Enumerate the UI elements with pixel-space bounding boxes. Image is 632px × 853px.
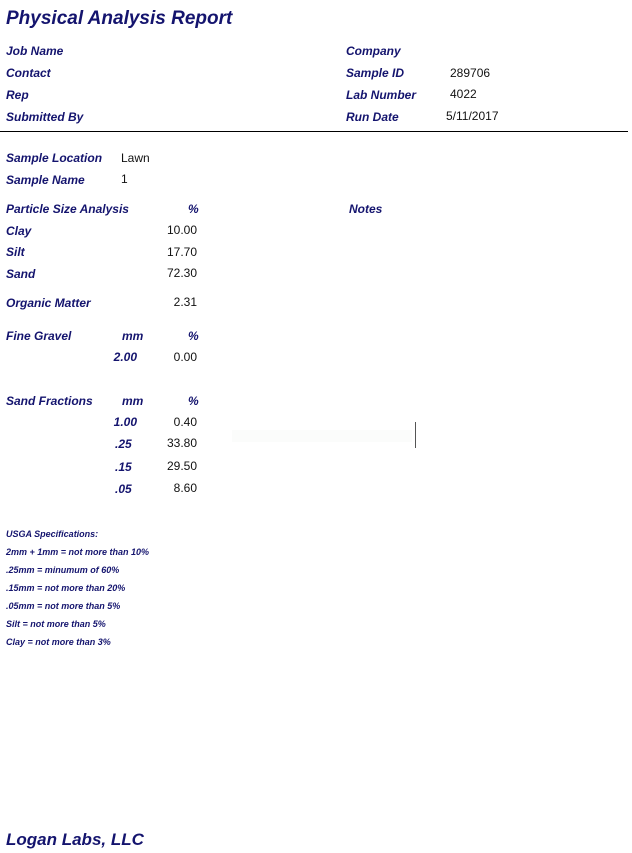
notes-area-shade	[232, 430, 412, 442]
organic-matter-value: 2.31	[173, 295, 197, 309]
lab-number-value: 4022	[450, 87, 477, 101]
fine-gravel-label: Fine Gravel	[6, 329, 72, 343]
sand-fractions-mm-header: mm	[122, 394, 144, 408]
submitted-by-label: Submitted By	[6, 110, 84, 124]
sand-fraction-pct-2: 33.80	[166, 436, 197, 450]
usga-heading: USGA Specifications:	[6, 529, 99, 539]
fine-gravel-mm-value: 2.00	[113, 350, 137, 364]
sand-fraction-pct-3: 29.50	[166, 459, 197, 473]
notes-divider	[415, 422, 416, 448]
fine-gravel-pct-header: %	[188, 329, 199, 343]
fine-gravel-mm-header: mm	[122, 329, 144, 343]
rep-label: Rep	[6, 88, 29, 102]
sand-fractions-label: Sand Fractions	[6, 394, 93, 408]
sand-fraction-mm-3: .15	[115, 460, 132, 474]
company-label: Company	[346, 44, 401, 58]
sand-fraction-mm-2: .25	[115, 437, 132, 451]
silt-label: Silt	[6, 245, 25, 259]
usga-spec-line: 2mm + 1mm = not more than 10%	[6, 547, 150, 557]
sample-location-value: Lawn	[121, 151, 150, 165]
notes-label: Notes	[349, 202, 383, 216]
lab-number-label: Lab Number	[346, 88, 417, 102]
report-title: Physical Analysis Report	[6, 8, 233, 29]
sample-location-label: Sample Location	[6, 151, 103, 165]
particle-size-heading: Particle Size Analysis	[6, 202, 129, 216]
sand-fraction-pct-4: 8.60	[173, 481, 197, 495]
usga-spec-line: Clay = not more than 3%	[6, 637, 111, 647]
usga-spec-line: .25mm = minumum of 60%	[6, 565, 120, 575]
silt-value: 17.70	[166, 245, 197, 259]
sand-fractions-pct-header: %	[188, 394, 199, 408]
sand-value: 72.30	[166, 266, 197, 280]
sample-id-value: 289706	[450, 66, 491, 80]
header-divider	[0, 131, 628, 132]
organic-matter-label: Organic Matter	[6, 296, 91, 310]
footer-company: Logan Labs, LLC	[6, 830, 144, 849]
sand-fraction-mm-4: .05	[115, 482, 132, 496]
particle-size-pct-header: %	[188, 202, 199, 216]
run-date-value: 5/11/2017	[446, 109, 499, 123]
sample-name-value: 1	[121, 172, 128, 186]
usga-spec-line: .05mm = not more than 5%	[6, 601, 121, 611]
run-date-label: Run Date	[346, 110, 399, 124]
sand-fraction-pct-1: 0.40	[173, 415, 197, 429]
usga-spec-line: Silt = not more than 5%	[6, 619, 106, 629]
job-name-label: Job Name	[6, 44, 64, 58]
sand-fraction-mm-1: 1.00	[113, 415, 137, 429]
fine-gravel-pct-value: 0.00	[173, 350, 197, 364]
sample-id-label: Sample ID	[346, 66, 405, 80]
usga-spec-line: .15mm = not more than 20%	[6, 583, 126, 593]
clay-value: 10.00	[166, 223, 197, 237]
sample-name-label: Sample Name	[6, 173, 85, 187]
clay-label: Clay	[6, 224, 32, 238]
contact-label: Contact	[6, 66, 51, 80]
sand-label: Sand	[6, 267, 36, 281]
